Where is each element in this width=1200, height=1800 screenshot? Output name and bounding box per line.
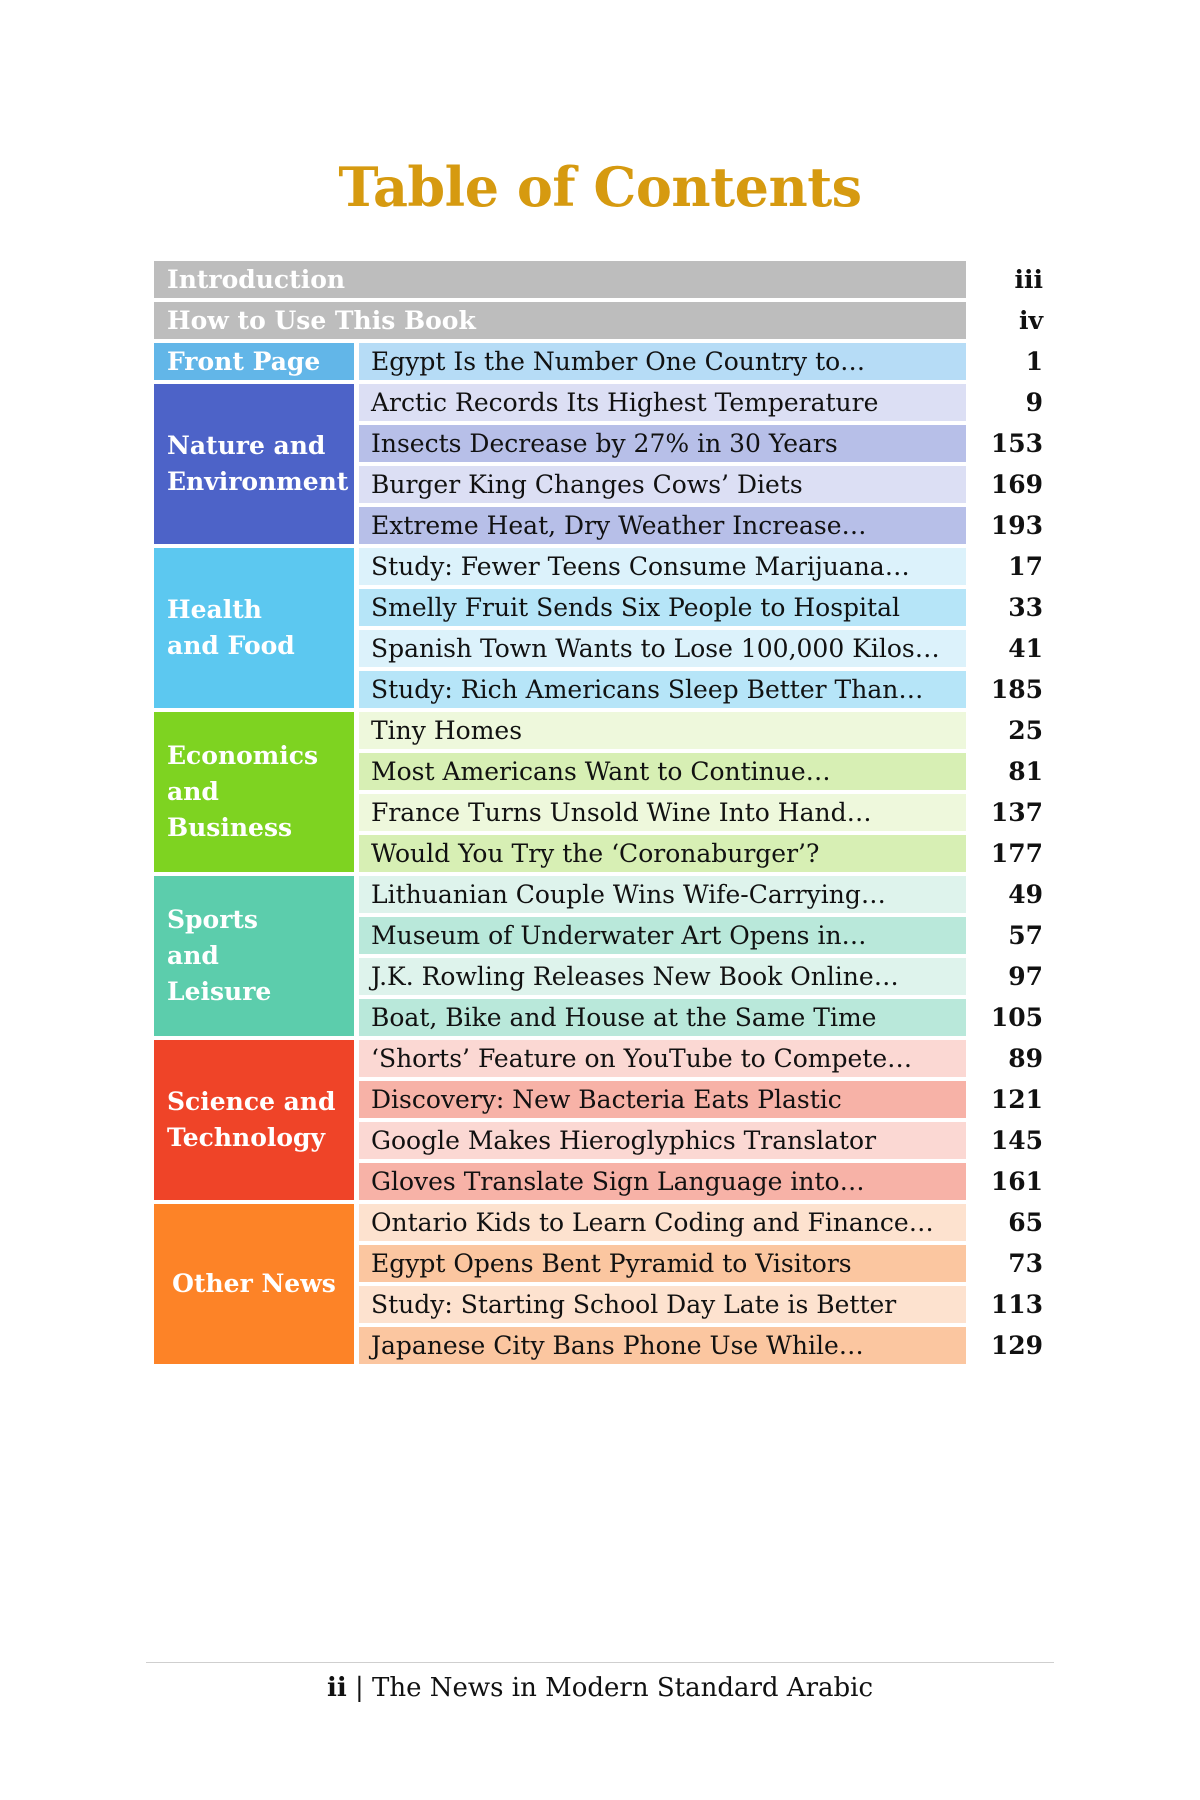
toc-entry-title: Museum of Underwater Art Opens in…	[359, 917, 966, 954]
toc-entry-row[interactable]	[154, 876, 1043, 913]
toc-entry-row[interactable]	[154, 384, 1043, 421]
toc-page-number: 185	[990, 675, 1043, 704]
toc-page-number: 9	[1025, 388, 1043, 417]
toc-page-number: 113	[990, 1290, 1043, 1319]
toc-page-number: 193	[990, 511, 1043, 540]
toc-entry-title: France Turns Unsold Wine Into Hand…	[359, 794, 966, 831]
toc-page-number: 33	[1008, 593, 1043, 622]
toc-entry-row[interactable]	[154, 958, 1043, 995]
toc-entry-title: Burger King Changes Cows’ Diets	[359, 466, 966, 503]
table-of-contents	[154, 261, 1043, 1368]
toc-entry-title: J.K. Rowling Releases New Book Online…	[359, 958, 966, 995]
toc-entry-title: ‘Shorts’ Feature on YouTube to Compete…	[359, 1040, 966, 1077]
toc-page-number: iv	[1018, 306, 1043, 335]
toc-page-number: 81	[1008, 757, 1043, 786]
toc-section	[154, 384, 1043, 544]
toc-page-number: 17	[1008, 552, 1043, 581]
toc-section	[154, 1040, 1043, 1200]
footer-book-title: The News in Modern Standard Arabic	[372, 1673, 874, 1703]
toc-entry-row[interactable]	[154, 712, 1043, 749]
toc-section	[154, 1204, 1043, 1364]
toc-entry-row[interactable]	[154, 1204, 1043, 1241]
toc-entry-title: Arctic Records Its Highest Temperature	[359, 384, 966, 421]
toc-entry-row[interactable]	[154, 671, 1043, 708]
toc-entry-title: Extreme Heat, Dry Weather Increase…	[359, 507, 966, 544]
toc-entry-title: Google Makes Hieroglyphics Translator	[359, 1122, 966, 1159]
toc-entry-row[interactable]	[154, 343, 1043, 380]
toc-section-name: Sports and Leisure	[167, 905, 272, 1006]
toc-entry-row[interactable]	[154, 1327, 1043, 1364]
toc-section-name: Science and Technology	[167, 1087, 336, 1152]
toc-page-number: 161	[990, 1167, 1043, 1196]
toc-page-number: iii	[1014, 265, 1043, 294]
toc-page-number: 57	[1008, 921, 1043, 950]
toc-page-number: 145	[990, 1126, 1043, 1155]
toc-entry-title: Study: Rich Americans Sleep Better Than…	[359, 671, 966, 708]
toc-entry-row[interactable]	[154, 507, 1043, 544]
toc-page-number: 129	[990, 1331, 1043, 1360]
toc-entry-row[interactable]	[154, 1081, 1043, 1118]
toc-entry-row[interactable]	[154, 1286, 1043, 1323]
toc-page-number: 65	[1008, 1208, 1043, 1237]
footer-page-number: ii	[326, 1673, 347, 1703]
toc-entry-title: Study: Starting School Day Late is Better	[359, 1286, 966, 1323]
toc-page-number: 121	[990, 1085, 1043, 1114]
toc-entry-title: Ontario Kids to Learn Coding and Finance…	[359, 1204, 966, 1241]
toc-entry-title: Lithuanian Couple Wins Wife-Carrying…	[359, 876, 966, 913]
toc-entry-title: Japanese City Bans Phone Use While…	[359, 1327, 966, 1364]
toc-entry-title: Insects Decrease by 27% in 30 Years	[359, 425, 966, 462]
toc-section	[154, 343, 1043, 380]
toc-entry-row[interactable]	[154, 425, 1043, 462]
toc-entry-row[interactable]	[154, 753, 1043, 790]
toc-section	[154, 876, 1043, 1036]
toc-entry-title: Spanish Town Wants to Lose 100,000 Kilos…	[359, 630, 966, 667]
toc-page-number: 73	[1008, 1249, 1043, 1278]
toc-entry-row[interactable]	[154, 1163, 1043, 1200]
toc-section	[154, 712, 1043, 872]
toc-section	[154, 548, 1043, 708]
toc-entry-row[interactable]	[154, 466, 1043, 503]
toc-section-name: Other News	[172, 1269, 336, 1298]
toc-entry-row[interactable]	[154, 917, 1043, 954]
toc-page-number: 169	[990, 470, 1043, 499]
toc-entry-title: Smelly Fruit Sends Six People to Hospital	[359, 589, 966, 626]
toc-entry-title: Egypt Opens Bent Pyramid to Visitors	[359, 1245, 966, 1282]
toc-section-name: Economics and Business	[167, 741, 319, 842]
toc-page-number: 153	[990, 429, 1043, 458]
toc-entry-title: How to Use This Book	[154, 302, 966, 339]
toc-section-name: Health and Food	[167, 595, 295, 660]
toc-entry-row[interactable]	[154, 1122, 1043, 1159]
toc-page-number: 177	[990, 839, 1043, 868]
page-title: Table of Contents	[338, 155, 862, 219]
toc-page-number: 97	[1008, 962, 1043, 991]
toc-page-number: 49	[1008, 880, 1043, 909]
footer-separator: |	[354, 1673, 364, 1703]
toc-entry-title: Boat, Bike and House at the Same Time	[359, 999, 966, 1036]
footer-divider	[146, 1662, 1054, 1663]
toc-section-name: Nature and Environment	[167, 431, 349, 496]
toc-entry-title: Egypt Is the Number One Country to…	[359, 343, 966, 380]
toc-entry-row[interactable]	[154, 630, 1043, 667]
toc-entry-title: Tiny Homes	[359, 712, 966, 749]
toc-entry-row[interactable]	[154, 589, 1043, 626]
toc-page-number: 1	[1025, 347, 1043, 376]
toc-entry-row[interactable]	[154, 794, 1043, 831]
toc-entry-title: Gloves Translate Sign Language into…	[359, 1163, 966, 1200]
page-footer	[0, 1668, 1200, 1708]
toc-front-matter-row[interactable]	[154, 261, 1043, 298]
toc-entry-title: Most Americans Want to Continue…	[359, 753, 966, 790]
toc-section-name: Front Page	[167, 346, 321, 376]
toc-entry-row[interactable]	[154, 1040, 1043, 1077]
toc-page-number: 137	[990, 798, 1043, 827]
toc-page-number: 25	[1008, 716, 1043, 745]
toc-entry-title: Study: Fewer Teens Consume Marijuana…	[359, 548, 966, 585]
toc-entry-title: Introduction	[154, 261, 966, 298]
toc-page-number: 41	[1008, 634, 1043, 663]
toc-entry-row[interactable]	[154, 1245, 1043, 1282]
toc-entry-row[interactable]	[154, 548, 1043, 585]
toc-entry-title: Would You Try the ‘Coronaburger’?	[359, 835, 966, 872]
toc-entry-title: Discovery: New Bacteria Eats Plastic	[359, 1081, 966, 1118]
toc-front-matter-row[interactable]	[154, 302, 1043, 339]
toc-entry-row[interactable]	[154, 835, 1043, 872]
toc-page-number: 105	[990, 1003, 1043, 1032]
toc-page-number: 89	[1008, 1044, 1043, 1073]
toc-entry-row[interactable]	[154, 999, 1043, 1036]
